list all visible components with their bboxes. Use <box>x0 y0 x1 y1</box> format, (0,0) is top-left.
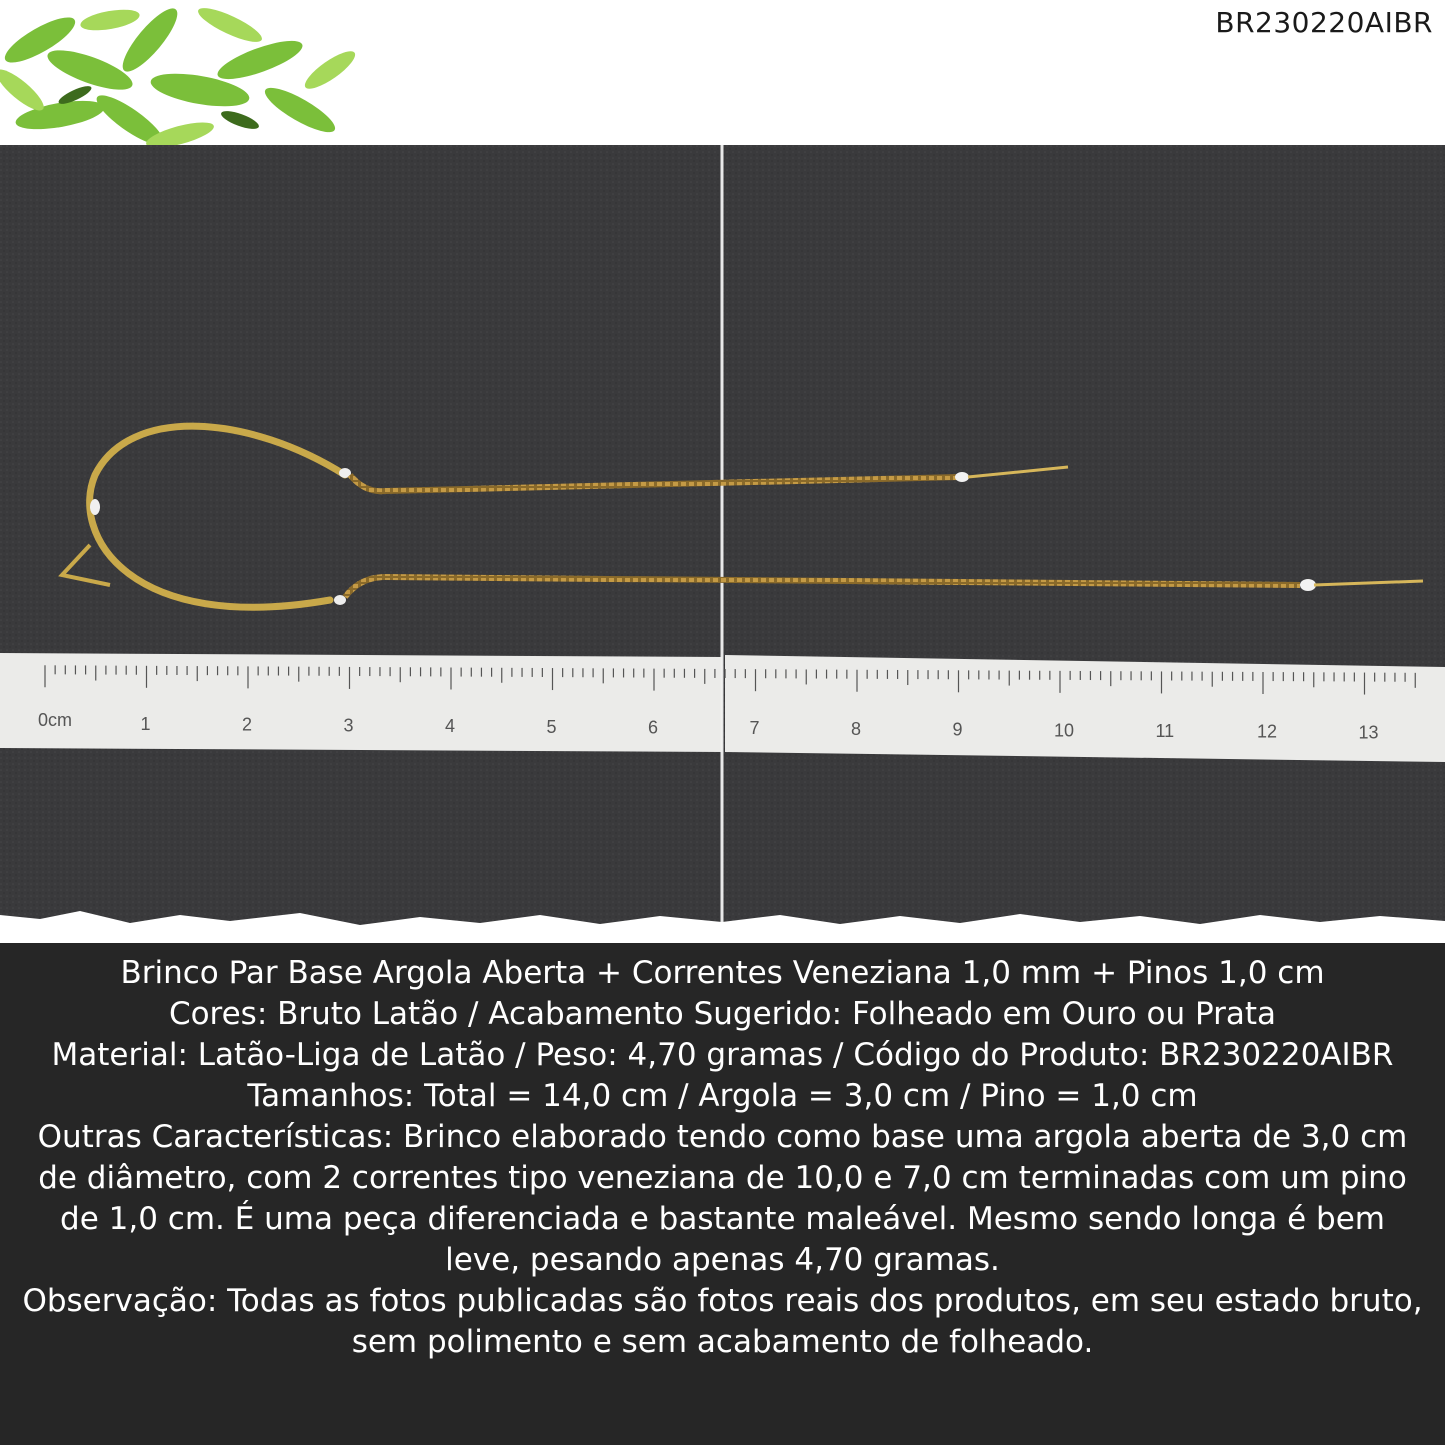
ruler-number: 13 <box>1358 722 1379 743</box>
ruler-number: 12 <box>1257 721 1278 742</box>
observation: Observação: Todas as fotos publicadas são fotos reais dos produtos, em seu estado bruto, sem polimento e sem acabamento de folheado. <box>22 1283 1423 1360</box>
title-line: Brinco Par Base Argola Aberta + Correntes Veneziana 1,0 mm + Pinos 1,0 cm <box>120 955 1325 991</box>
ruler-number: 8 <box>851 718 862 739</box>
plant-decoration <box>0 0 360 150</box>
ruler-number: 11 <box>1155 721 1175 742</box>
sizes-line: Tamanhos: Total = 14,0 cm / Argola = 3,0 cm / Pino = 1,0 cm <box>247 1078 1198 1114</box>
product-photo <box>0 145 1445 945</box>
colors-line: Cores: Bruto Latão / Acabamento Sugerido: Folheado em Ouro ou Prata <box>168 996 1277 1032</box>
ruler-number: 5 <box>546 716 557 737</box>
ruler-number: 10 <box>1054 720 1075 741</box>
product-description <box>0 943 1445 1445</box>
product-code-label: BR230220AIBR <box>1215 6 1433 39</box>
ruler-number: 6 <box>648 717 659 738</box>
ruler-number: 1 <box>140 714 151 735</box>
ruler-number: 3 <box>343 715 354 736</box>
other-characteristics: Outras Características: Brinco elaborado tendo como base uma argola aberta de 3,0 cm de diâmetro, com 2 correntes tipo veneziana de 10,0 e 7,0 cm terminadas com um pino de 1,0 cm. É uma peça diferenciada e bastante maleável. Mesmo sendo longa é bem leve, pesando apenas 4,70 gramas. <box>37 1119 1408 1278</box>
ruler-number: 2 <box>242 714 253 735</box>
material-line: Material: Latão-Liga de Latão / Peso: 4,70 gramas / Código do Produto: BR230220AIBR <box>51 1037 1394 1073</box>
ruler-number: 4 <box>445 716 456 737</box>
ruler-zero-label: 0cm <box>38 710 73 730</box>
ruler-number: 9 <box>952 719 963 740</box>
ruler-number: 7 <box>749 718 760 739</box>
